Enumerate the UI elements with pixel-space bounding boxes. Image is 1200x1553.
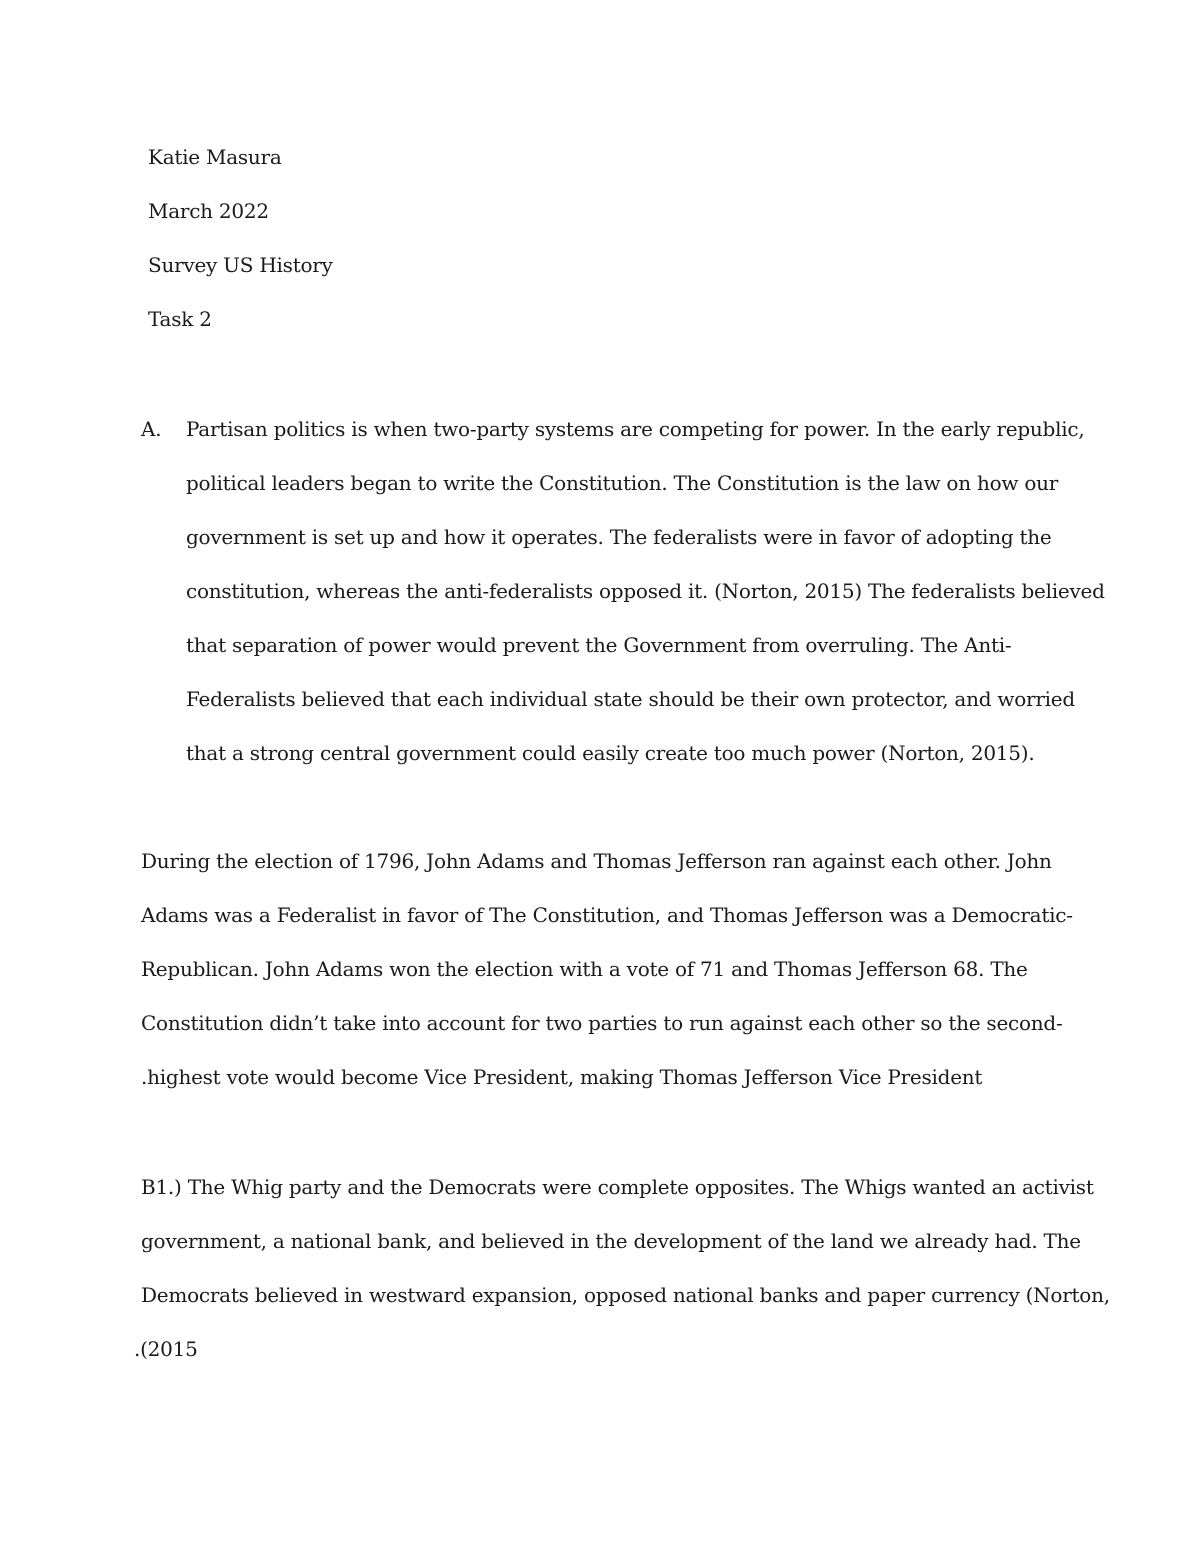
section-a-line: that a strong central government could easily create too much power (Norton, 2015). — [186, 741, 1035, 765]
section-a-line: government is set up and how it operates. The federalists were in favor of adopting the — [186, 525, 1052, 549]
section-a-line: political leaders began to write the Constitution. The Constitution is the law on how our — [186, 471, 1059, 495]
election-paragraph-line: Republican. John Adams won the election with a vote of 71 and Thomas Jefferson 68. The — [141, 957, 1028, 981]
document-date: March 2022 — [148, 199, 269, 223]
election-paragraph-line: .highest vote would become Vice President, making Thomas Jefferson Vice President — [141, 1065, 983, 1089]
election-paragraph-line: Adams was a Federalist in favor of The Constitution, and Thomas Jefferson was a Democratic- — [141, 903, 1073, 927]
section-a-line: that separation of power would prevent the Government from overruling. The Anti- — [186, 633, 1012, 657]
section-a-line: Partisan politics is when two-party systems are competing for power. In the early republic, — [186, 417, 1085, 441]
election-paragraph-line: During the election of 1796, John Adams and Thomas Jefferson ran against each other. John — [141, 849, 1052, 873]
election-paragraph-line: Constitution didn’t take into account for two parties to run against each other so the second- — [141, 1011, 1063, 1035]
b1-paragraph-line: B1.) The Whig party and the Democrats were complete opposites. The Whigs wanted an activist — [141, 1175, 1094, 1199]
b1-paragraph-line: government, a national bank, and believed in the development of the land we already had. The — [141, 1229, 1081, 1253]
section-a-line: Federalists believed that each individual state should be their own protector, and worried — [186, 687, 1075, 711]
course-name: Survey US History — [148, 253, 333, 277]
section-a-line: constitution, whereas the anti-federalists opposed it. (Norton, 2015) The federalists believed — [186, 579, 1105, 603]
b1-paragraph-line: Democrats believed in westward expansion, opposed national banks and paper currency (Norton, — [141, 1283, 1110, 1307]
task-label: Task 2 — [148, 307, 212, 331]
author-name: Katie Masura — [148, 145, 282, 169]
section-a-marker: A. — [141, 417, 162, 441]
b1-paragraph-line: .(2015 — [134, 1337, 198, 1361]
